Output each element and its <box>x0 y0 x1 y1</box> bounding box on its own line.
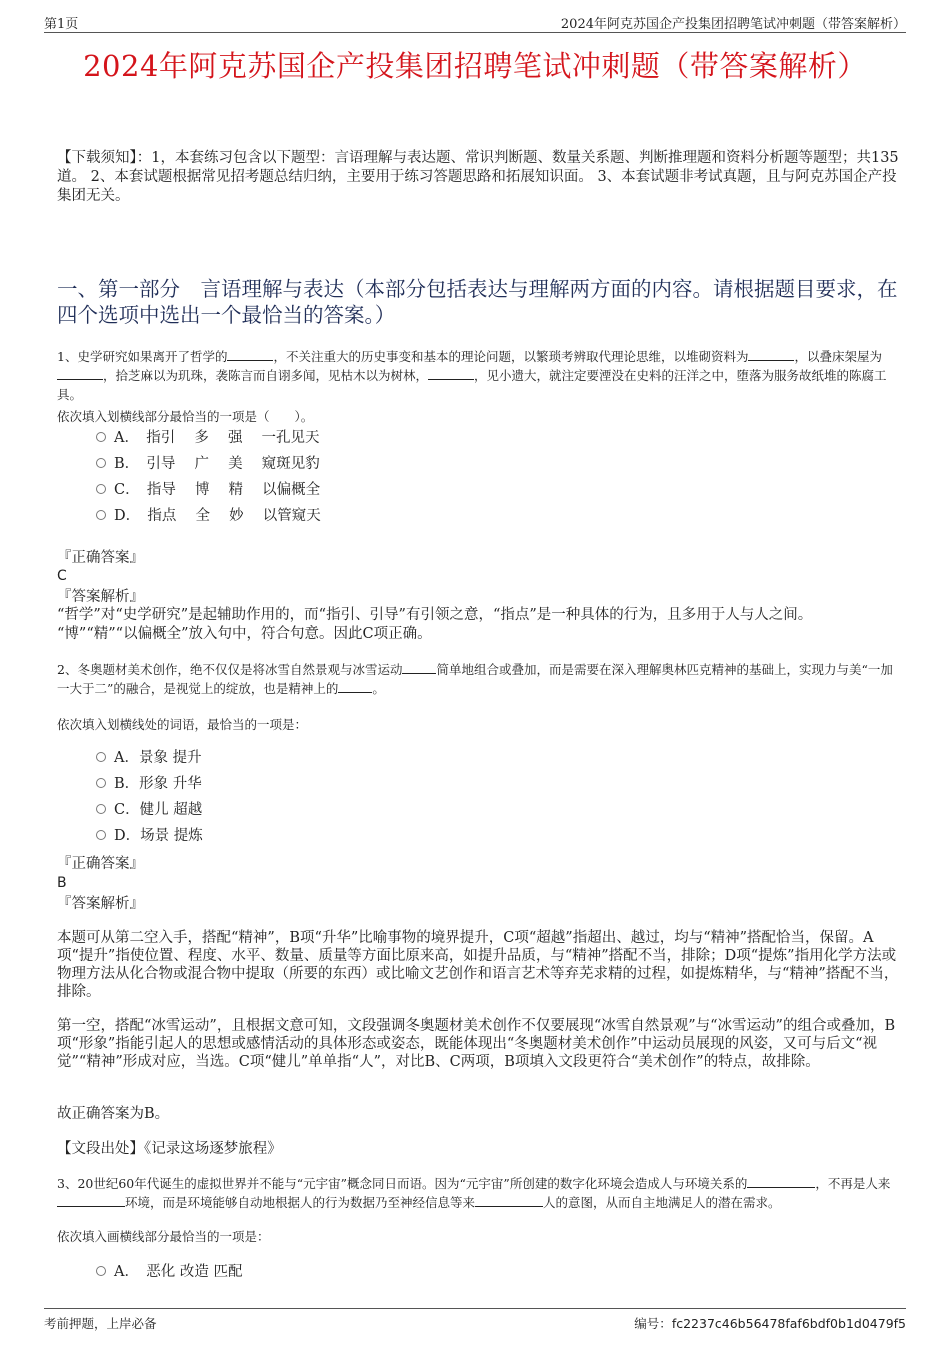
option-2a[interactable] <box>96 747 202 769</box>
page-number: 第1页 <box>44 17 79 32</box>
question-3-part: 人的意图，从而自主地满足人的潜在需求。 <box>543 1195 781 1210</box>
fill-blank <box>338 679 372 693</box>
question-2-text <box>57 660 902 698</box>
answer-label-1: 『正确答案』 <box>57 550 144 566</box>
option-label: D．场景 提炼 <box>114 828 203 844</box>
option-1a[interactable] <box>96 427 320 449</box>
radio-icon[interactable] <box>96 752 106 762</box>
question-1-text <box>57 347 902 404</box>
section-heading: 一、第一部分 言语理解与表达（本部分包括表达与理解两方面的内容。请根据题目要求，在四个选项中选出一个最恰当的答案。） <box>57 277 898 327</box>
option-2b[interactable] <box>96 773 202 795</box>
option-label: D． 指点 全 妙 以管窥天 <box>114 508 321 524</box>
option-label: B． 引导 广 美 窥斑见豹 <box>114 456 320 472</box>
analysis-label-2: 『答案解析』 <box>57 896 144 912</box>
option-1b[interactable] <box>96 453 320 475</box>
option-label: A． 指引 多 强 一孔见天 <box>114 430 320 446</box>
fill-blank <box>57 366 103 380</box>
footer-code-value: fc2237c46b56478faf6bdf0b1d0479f5 <box>671 1316 906 1331</box>
option-3a[interactable] <box>96 1261 242 1283</box>
footer-code <box>560 1314 906 1332</box>
fill-blank <box>475 1193 543 1207</box>
footer-slogan: 考前押题，上岸必备 <box>44 1316 157 1331</box>
option-label: C．健儿 超越 <box>114 802 203 818</box>
fill-blank <box>428 366 474 380</box>
radio-icon[interactable] <box>96 830 106 840</box>
footer-code-label: 编号： <box>634 1316 672 1331</box>
question-1-part: ，不关注重大的历史事变和基本的理论问题，以繁琐考辨取代理论思维，以堆砌资料为 <box>273 349 749 364</box>
answer-value-1: C <box>57 568 67 584</box>
question-2-prompt: 依次填入划横线处的词语，最恰当的一项是： <box>57 717 308 732</box>
fill-blank <box>747 1174 815 1188</box>
question-3-prompt: 依次填入画横线部分最恰当的一项是： <box>57 1229 270 1244</box>
option-1c[interactable] <box>96 479 320 501</box>
header-doc-title: 2024年阿克苏国企产投集团招聘笔试冲刺题（带答案解析） <box>560 17 906 32</box>
analysis-2-para-1: 本题可从第二空入手，搭配“精神”，B项“升华”比喻事物的境界提升，C项“超越”指超出、越过，均与“精神”搭配恰当，保留。A项“提升”指使位置、程度、水平、数量、质量等方面比原来高，如提升品质，与“精神”搭配不当，排除；D项“提炼”指用化学方法或物理方法从化合物或混合物中提取（所要的东西）或比喻文艺创作和语言艺术等弃芜求精的过程，如提炼精华，与“精神”搭配不当，排除。 <box>57 930 899 1000</box>
radio-icon[interactable] <box>96 778 106 788</box>
question-2-part: 简单地组合或叠加，而是需要在深入理解奥林匹克精神的基础上，实现力与美“一加一大于二”的融合，是视觉上的绽放，也是精神上的 <box>57 662 893 696</box>
radio-icon[interactable] <box>96 484 106 494</box>
download-notice: 【下载须知】：1，本套练习包含以下题型：言语理解与表达题、常识判断题、数量关系题、判断推理题和资料分析题等题型；共135道。 2、本套试题根据常见招考题总结归纳，主要用于练习答题思路和拓展知识面。 3、本套试题非考试真题，且与阿克苏国企产投集团无关。 <box>57 150 899 204</box>
fill-blank <box>57 1193 125 1207</box>
fill-blank <box>748 347 794 361</box>
option-2d[interactable] <box>96 825 203 847</box>
analysis-label-1: 『答案解析』 <box>57 589 144 605</box>
analysis-1-line-1: “哲学”对“史学研究”是起辅助作用的，而“指引、引导”有引领之意，“指点”是一种具体的行为，且多用于人与人之间。 <box>57 607 813 623</box>
question-1-part: 1、史学研究如果离开了哲学的 <box>57 349 228 364</box>
option-label: C． 指导 博 精 以偏概全 <box>114 482 321 498</box>
answer-label-2: 『正确答案』 <box>57 856 144 872</box>
question-2-part: 。 <box>372 681 385 696</box>
answer-value-2: B <box>57 875 67 891</box>
question-3-part: 环境，而是环境能够自动地根据人的行为数据乃至神经信息等来 <box>125 1195 476 1210</box>
radio-icon[interactable] <box>96 458 106 468</box>
question-2-part: 2、冬奥题材美术创作，绝不仅仅是将冰雪自然景观与冰雪运动 <box>57 662 403 677</box>
question-1-part: ，以叠床架屋为 <box>794 349 882 364</box>
radio-icon[interactable] <box>96 510 106 520</box>
question-3-text <box>57 1174 902 1212</box>
radio-icon[interactable] <box>96 804 106 814</box>
option-label: A．景象 提升 <box>114 750 202 766</box>
question-3-part: 3、20世纪60年代诞生的虚拟世界并不能与“元宇宙”概念同日而语。因为“元宇宙”所创建的数字化环境会造成人与环境关系的 <box>57 1176 748 1191</box>
analysis-1-line-2: “博”“精”“以偏概全”放入句中，符合句意。因此C项正确。 <box>57 626 432 642</box>
radio-icon[interactable] <box>96 1266 106 1276</box>
question-1-part: ，见小遗大，就注定要湮没在史料的汪洋之中，堕落为服务故纸堆的陈腐工具。 <box>57 368 887 402</box>
radio-icon[interactable] <box>96 432 106 442</box>
analysis-2-para-3: 故正确答案为B。 <box>57 1106 170 1122</box>
page-title: 2024年阿克苏国企产投集团招聘笔试冲刺题（带答案解析） <box>83 49 867 83</box>
question-1-prompt: 依次填入划横线部分最恰当的一项是（ ）。 <box>57 409 314 424</box>
option-2c[interactable] <box>96 799 202 821</box>
option-label: B．形象 升华 <box>114 776 202 792</box>
question-3-part: ，不再是人来 <box>815 1176 891 1191</box>
question-1-part: ，拾芝麻以为玑珠，袭陈言而自诩多闻，见枯木以为树林， <box>103 368 429 383</box>
option-label: A． 恶化 改造 匹配 <box>114 1264 243 1280</box>
option-1d[interactable] <box>96 505 321 527</box>
footer-divider <box>44 1308 906 1309</box>
header-divider <box>44 32 906 33</box>
analysis-2-para-2: 第一空，搭配“冰雪运动”，且根据文意可知，文段强调冬奥题材美术创作不仅要展现“冰雪自然景观”与“冰雪运动”的组合或叠加，B项“形象”指能引起人的思想或感情活动的具体形态或姿态，既能体现出“冬奥题材美术创作”中运动员展现的风姿，又可与后文“视觉”“精神”形成对应，当选。C项“健儿”单单指“人”，对比B、C两项，B项填入文段更符合“美术创作”的特点，故排除。 <box>57 1018 896 1070</box>
fill-blank <box>227 347 273 361</box>
passage-source: 【文段出处】《记录这场逐梦旅程》 <box>57 1141 282 1157</box>
fill-blank <box>402 660 436 674</box>
